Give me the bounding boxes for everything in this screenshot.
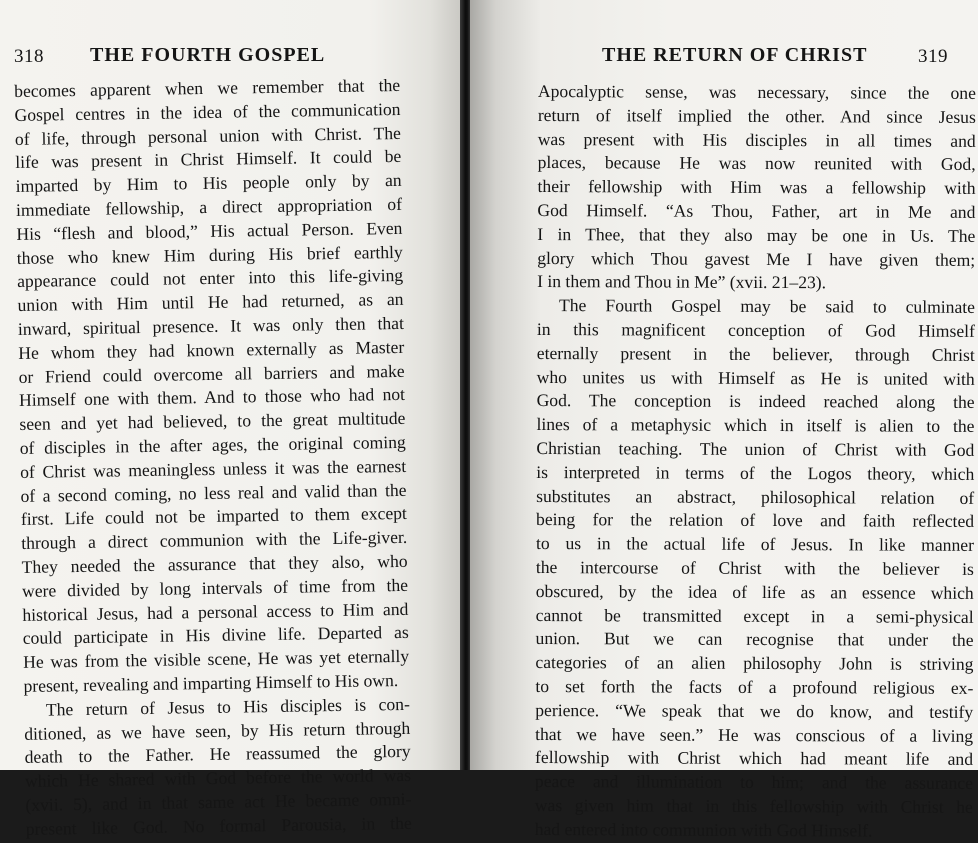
text-line: God. The conception is indeed reached along the xyxy=(536,390,975,413)
left-page-body xyxy=(14,74,412,841)
text-line: appearance could not enter into this life-giving xyxy=(17,265,404,292)
text-line: cannot be transmitted except in a semi-physical xyxy=(535,604,974,627)
text-line: Gospel centres in the idea of the communication xyxy=(14,98,401,125)
text-line: God Himself. “As Thou, Father, art in Me and xyxy=(537,199,976,222)
right-page-header xyxy=(602,44,948,74)
text-line: who unites us with Himself as He is united with xyxy=(536,366,975,389)
text-line: His “flesh and blood,” His actual Person. Even xyxy=(16,217,403,244)
text-line: ditioned, as we have seen, by His return through xyxy=(24,717,411,744)
text-line: which He shared with God before the world was xyxy=(24,764,412,792)
text-line: They needed the assurance that they also, who xyxy=(21,550,408,577)
text-line: through a direct communion with the Life-giver. xyxy=(21,527,408,554)
text-line: of Christ was meaningless unless it was the earnest xyxy=(19,455,407,482)
text-line: present like God. No formal Parousia, in the xyxy=(25,812,412,839)
text-line: Christian teaching. The union of Christ with God xyxy=(536,437,975,460)
text-line: being for the relation of love and faith reflected xyxy=(536,509,975,532)
text-line: The Fourth Gospel may be said to culminate xyxy=(558,295,976,318)
text-line: (xvii. 5), and in that same act He became omni- xyxy=(25,788,412,815)
text-line: return of itself implied the other. And since Jesus xyxy=(537,104,976,127)
text-line: to set forth the facts of a profound religious ex- xyxy=(535,675,974,698)
text-line: was present with His disciples in all times and xyxy=(537,128,976,151)
text-line: categories of an alien philosophy John is striving xyxy=(535,652,974,675)
text-line: in this magnificent conception of God Himself xyxy=(536,318,975,341)
text-line: fellowship with Christ which had meant life and xyxy=(535,747,974,770)
text-line: were divided by long intervals of time from the xyxy=(21,574,409,601)
text-line: becomes apparent when we remember that the xyxy=(14,74,401,101)
text-line: their fellowship with Him was a fellowship with xyxy=(537,176,976,199)
text-line: was given him that in this fellowship with Christ he xyxy=(534,794,973,817)
text-line: the intercourse of Christ with the believer is xyxy=(535,556,974,579)
text-line: union with Him until He had returned, as an xyxy=(17,289,404,316)
text-line: had entered into communion with God Himself. xyxy=(534,818,873,841)
text-line: I in them and Thou in Me” (xvii. 21–23). xyxy=(537,271,827,293)
text-line: Apocalyptic sense, was necessary, since the one xyxy=(537,80,976,103)
text-line: to us in the actual life of Jesus. In like manner xyxy=(535,533,975,556)
text-line: life was present in Christ Himself. It could be xyxy=(15,146,402,173)
left-page-header xyxy=(14,44,452,74)
text-line: substitutes an abstract, philosophical relation of xyxy=(536,485,975,508)
text-line: He whom they had known externally as Master xyxy=(18,336,405,363)
text-line: that we have seen.” He was conscious of a living xyxy=(535,723,974,746)
left-page-number: 318 xyxy=(14,46,44,67)
text-line: of disciples in the after ages, the original coming xyxy=(19,431,406,458)
text-line: glory which Thou gavest Me I have given them; xyxy=(537,247,976,270)
text-line: lines of a metaphysic which in itself is alien to the xyxy=(536,414,975,437)
text-line: immediate fellowship, a direct appropriation of xyxy=(15,193,403,220)
right-page-body xyxy=(535,80,976,843)
text-line: inward, spiritual presence. It was only then that xyxy=(17,312,405,339)
text-line: seen and yet had believed, to the great multitude xyxy=(19,408,406,435)
text-line: Himself one with them. And to those who had not xyxy=(18,384,406,411)
text-line: imparted by Him to His people only by an xyxy=(15,170,402,197)
text-line: first. Life could not be imparted to them except xyxy=(20,503,408,530)
text-line: could participate in His divine life. Departed as xyxy=(22,622,409,649)
text-line: peace and illumination to him; and the assurance xyxy=(534,771,973,794)
text-line: He was from the visible scene, He was yet eternally xyxy=(22,645,410,673)
text-line: or Friend could overcome all barriers and make xyxy=(18,360,405,387)
text-line: present, revealing and imparting Himself to His own. xyxy=(23,669,399,696)
text-line: death to the Father. He reassumed the glory xyxy=(24,741,411,768)
text-line: of a second coming, no less real and valid than the xyxy=(20,479,407,506)
text-line: perience. “We speak that we do know, and testify xyxy=(535,699,974,722)
right-page xyxy=(470,0,978,841)
text-line: The return of Jesus to His disciples is con- xyxy=(45,693,411,720)
left-running-head: THE FOURTH GOSPEL xyxy=(90,44,326,66)
text-line: obscured, by the idea of life as an essence which xyxy=(535,580,974,603)
text-line: is interpreted in terms of the Logos theory, which xyxy=(536,461,975,484)
right-running-head: THE RETURN OF CHRIST xyxy=(602,44,868,66)
right-page-number: 319 xyxy=(918,46,948,67)
text-line: historical Jesus, had a personal access to Him and xyxy=(22,598,409,625)
text-line: I in Thee, that they also may be one in Us. The xyxy=(537,223,976,246)
text-line: places, because He was now reunited with God, xyxy=(537,152,976,175)
text-line: union. But we can recognise that under the xyxy=(535,628,974,651)
left-page xyxy=(0,0,462,839)
text-line: eternally present in the believer, through Christ xyxy=(536,342,975,365)
text-line: of life, through personal union with Christ. The xyxy=(14,122,402,149)
text-line: those who knew Him during His brief earthly xyxy=(16,241,403,268)
